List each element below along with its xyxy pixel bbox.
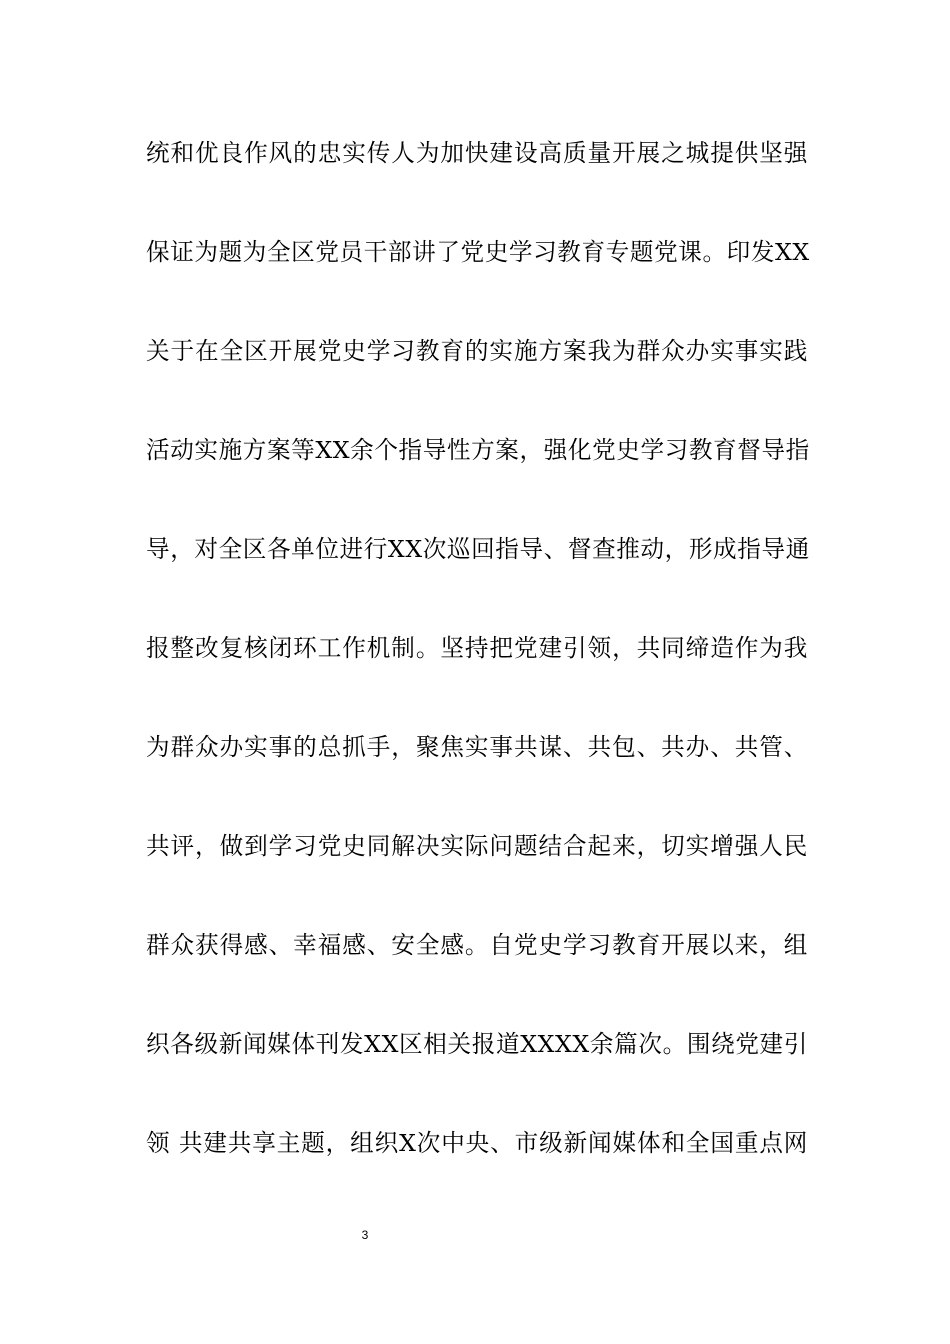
text-line: 织各级新闻媒体刊发XX区相关报道XXXX余篇次。围绕党建引 — [146, 1030, 808, 1058]
text-line: 领 共建共享主题，组织X次中央、市级新闻媒体和全国重点网 — [146, 1129, 808, 1157]
text-line: 为群众办实事的总抓手，聚焦实事共谋、共包、共办、共管、 — [146, 733, 808, 761]
text-line: 导，对全区各单位进行XX次巡回指导、督查推动，形成指导通 — [146, 535, 810, 563]
text-line: 保证为题为全区党员干部讲了党史学习教育专题党课。印发XX — [146, 238, 810, 266]
body-text — [146, 128, 808, 1217]
page-number: 3 — [361, 1228, 369, 1242]
text-line: 关于在全区开展党史学习教育的实施方案我为群众办实事实践 — [146, 337, 808, 365]
text-line: 群众获得感、幸福感、安全感。自党史学习教育开展以来，组 — [146, 931, 808, 959]
text-line: 共评，做到学习党史同解决实际问题结合起来，切实增强人民 — [146, 832, 808, 860]
text-line: 活动实施方案等XX余个指导性方案，强化党史学习教育督导指 — [146, 436, 810, 464]
text-line: 报整改复核闭环工作机制。坚持把党建引领，共同缔造作为我 — [146, 634, 808, 662]
text-line: 统和优良作风的忠实传人为加快建设高质量开展之城提供坚强 — [146, 139, 808, 167]
